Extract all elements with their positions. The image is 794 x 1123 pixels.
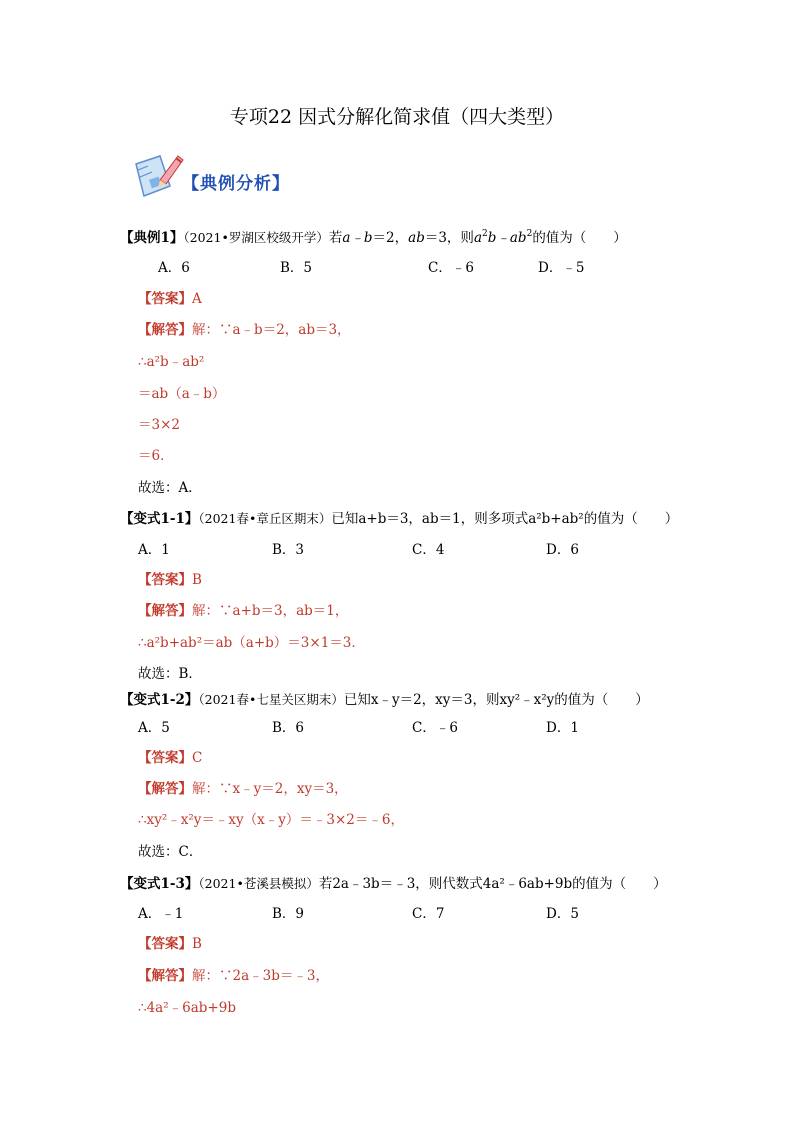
- question-3-stem: [120, 690, 649, 710]
- solution-text: 解：∵a+b＝3，ab＝1，: [192, 603, 349, 619]
- question-source: （2021•罗湖区校级开学）: [183, 230, 329, 245]
- question-source: （2021•苍溪县模拟）: [198, 876, 319, 891]
- solution-line: [138, 320, 351, 340]
- option-a: A．1: [138, 542, 170, 558]
- solution-line: ∴4a²﹣6ab+9b: [138, 1000, 236, 1016]
- solution-line: [138, 779, 348, 799]
- option-d: D．5: [546, 906, 579, 922]
- solution-line: ＝3×2: [138, 417, 180, 433]
- solution-line: ＝6．: [138, 448, 174, 464]
- question-text: 若2a﹣3b＝﹣3，则代数式4a²﹣6ab+9b的值为（ ）: [318, 876, 667, 892]
- superscript: 2: [526, 229, 533, 239]
- solution-line: [138, 601, 348, 621]
- option-b: B．6: [272, 720, 305, 736]
- superscript: 2: [482, 229, 488, 239]
- option-a: A．6: [158, 260, 190, 276]
- question-text: a: [473, 230, 482, 246]
- question-tag: 【变式1-2】: [120, 692, 199, 708]
- section-banner: [130, 150, 330, 204]
- answer-value: A: [192, 291, 202, 307]
- question-tag: 【变式1-1】: [120, 511, 199, 527]
- option-d: D．1: [546, 720, 579, 736]
- answer: [138, 570, 202, 590]
- question-text: b﹣ab: [487, 230, 527, 246]
- option-a: A．﹣1: [138, 906, 184, 922]
- answer: [138, 289, 202, 309]
- option-c: C．7: [412, 906, 445, 922]
- solution-line: [138, 966, 329, 986]
- solution-tag: 【解答】: [138, 322, 192, 338]
- answer: [138, 748, 202, 768]
- question-text: 的值为（ ）: [532, 230, 627, 246]
- page-title: 专项22 因式分解化简求值（四大类型）: [229, 106, 565, 128]
- answer-value: B: [192, 936, 202, 952]
- answer-tag: 【答案】: [138, 936, 192, 952]
- solution-text: 解：∵2a﹣3b＝﹣3，: [192, 968, 329, 984]
- answer-tag: 【答案】: [138, 572, 192, 588]
- option-d: D．6: [546, 542, 579, 558]
- option-b: B．3: [272, 542, 305, 558]
- option-c: C．4: [412, 542, 445, 558]
- answer-tag: 【答案】: [138, 750, 192, 766]
- option-a: A．5: [138, 720, 170, 736]
- question-text: ＝2，: [372, 230, 409, 246]
- question-text: 已知a+b＝3，ab＝1，则多项式a²b+ab²的值为（ ）: [331, 511, 679, 527]
- question-tag: 【变式1-3】: [120, 876, 199, 892]
- pen-paper-icon: [130, 150, 186, 202]
- question-2-stem: [120, 509, 678, 529]
- solution-tag: 【解答】: [138, 781, 192, 797]
- question-text: ＝3，则: [424, 230, 474, 246]
- question-source: （2021春•章丘区期末）: [198, 511, 332, 526]
- question-1-stem: [120, 228, 627, 248]
- solution-line: 故选：C．: [138, 844, 203, 860]
- question-text: 已知x﹣y＝2，xy＝3，则xy²﹣x²y的值为（ ）: [343, 692, 649, 708]
- solution-line: 故选：A．: [138, 480, 202, 496]
- answer: [138, 934, 202, 954]
- option-c: C．﹣6: [412, 720, 458, 736]
- option-b: B．9: [272, 906, 305, 922]
- answer-tag: 【答案】: [138, 291, 192, 307]
- question-text: a﹣b: [342, 230, 373, 246]
- solution-line: ∴a²b+ab²＝ab（a+b）＝3×1＝3．: [138, 635, 365, 651]
- question-text: ab: [408, 230, 425, 246]
- question-text: 若: [328, 230, 343, 246]
- answer-value: B: [192, 572, 202, 588]
- solution-tag: 【解答】: [138, 968, 192, 984]
- question-4-stem: [120, 874, 667, 894]
- option-b: B．5: [280, 260, 313, 276]
- solution-text: 解：∵x﹣y＝2，xy＝3，: [192, 781, 348, 797]
- answer-value: C: [192, 750, 203, 766]
- option-d: D．﹣5: [538, 260, 585, 276]
- solution-line: 故选：B．: [138, 666, 202, 682]
- solution-line: ∴a²b﹣ab²: [138, 354, 205, 370]
- question-tag: 【典例1】: [120, 230, 184, 246]
- solution-text: 解：∵a﹣b＝2，ab＝3，: [192, 322, 351, 338]
- section-banner-label: 【典例分析】: [182, 174, 290, 194]
- solution-tag: 【解答】: [138, 603, 192, 619]
- option-c: C．﹣6: [428, 260, 474, 276]
- question-source: （2021春•七星关区期末）: [198, 692, 344, 707]
- solution-line: ∴xy²﹣x²y＝﹣xy（x﹣y）＝﹣3×2＝﹣6，: [138, 812, 404, 828]
- solution-line: ＝ab（a﹣b）: [138, 386, 226, 402]
